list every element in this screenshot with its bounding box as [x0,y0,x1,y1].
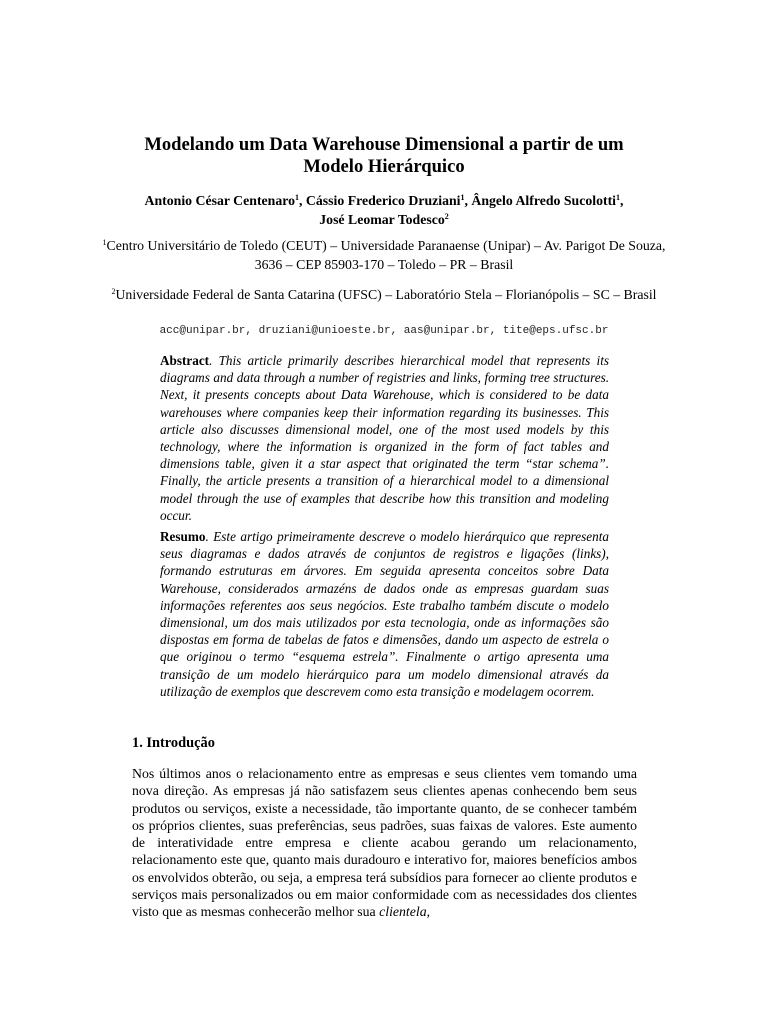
author-name: Ângelo Alfredo Sucolotti [471,193,617,208]
author-emails: acc@unipar.br, druziani@unioeste.br, aas@unipar.br, tite@eps.ufsc.br [159,325,609,337]
section-heading-introducao: 1. Introdução [132,735,215,751]
abstract-text: . This article primarily describes hierarchical model that represents its diagrams and data through a number of registries and links, forming tree structures. Next, it presents concepts about Data Warehouse, which is considered to be data warehouses where companies keep their information regarding its businesses. This article also discusses dimensional model, one of the most used models by this technology, where the information is organized in the form of fact tables and dimensions table, given it a star aspect that originated the term “star schema”. Finally, the article presents a transition of a hierarchical model to a dimensional model through the use of examples that describe how this transition and modeling occur. [160,353,609,523]
affiliation-text: Centro Universitário de Toledo (CEUT) – Universidade Paranaense (Unipar) – Av. Parigot De Souza, 3636 – CEP 85903-170 – Toledo – PR – Brasil [106,238,666,272]
affiliation-marker: 1 [102,238,107,247]
affiliation-2 [100,285,668,304]
resumo-paragraph [160,528,609,700]
affiliation-text: Universidade Federal de Santa Catarina (UFSC) – Laboratório Stela – Florianópolis – SC – Brasil [115,287,657,302]
affiliation-1 [100,236,668,274]
author-affil-marker: 1 [295,193,300,202]
author-affil-marker: 1 [616,193,621,202]
author-separator: , [299,193,306,208]
introduction-text: Nos últimos anos o relacionamento entre as empresas e seus clientes vem tomando uma nova direção. As empresas já não satisfazem seus clientes apenas conhecendo bem seus produtos ou serviços, existe a necessidade, tão importante quanto, de se conhecer também os próprios clientes, suas preferências, seus padrões, suas faixas de valores. Este aumento de interatividade entre empresa e cliente acabou gerando um relacionamento, relacionamento este que, quanto mais duradouro e interativo for, maiores benefícios ambos os envolvidos obterão, ou seja, a empresa terá subsídios para fornecer ao cliente produtos e serviços mais personalizados ou em maior conformidade com as necessidades dos clientes visto que as mesmas conhecerão melhor sua [132,766,637,920]
affiliation-marker: 2 [111,287,116,296]
resumo-text: . Este artigo primeiramente descreve o modelo hierárquico que representa seus diagramas e dados através de conjuntos de registros e ligações (links), formando estruturas em árvores. Em seguida apresenta conceitos sobre Data Warehouse, considerados armazéns de dados onde as empresas guardam suas informações referentes aos seus negócios. Este trabalho também discute o modelo dimensional, um dos mais utilizados por esta tecnologia, onde as informações são dispostas em forma de tabelas de fatos e dimensões, dando um aspecto de estrela o que originou o termo “esquema estrela”. Finalmente o artigo apresenta uma transição de um modelo hierárquico para um modelo dimensional através da utilização de exemplos que descrevem como esta transição e modelagem ocorrem. [160,529,609,699]
author-name: José Leomar Todesco [319,212,445,227]
author-list [100,191,668,229]
author-affil-marker: 1 [460,193,465,202]
paper-title: Modelando um Data Warehouse Dimensional a partir de um Modelo Hierárquico [144,134,624,177]
resumo-label: Resumo [160,529,206,544]
introduction-punct: , [426,904,431,920]
introduction-paragraph [132,765,637,921]
abstract-label: Abstract [160,353,210,368]
author-name: Antonio César Centenaro [144,193,296,208]
abstract-paragraph [160,352,609,524]
author-separator: , [620,193,624,208]
author-name: Cássio Frederico Druziani [305,193,461,208]
italic-term: clientela [379,904,427,920]
author-affil-marker: 2 [444,212,449,221]
author-separator: , [464,193,472,208]
